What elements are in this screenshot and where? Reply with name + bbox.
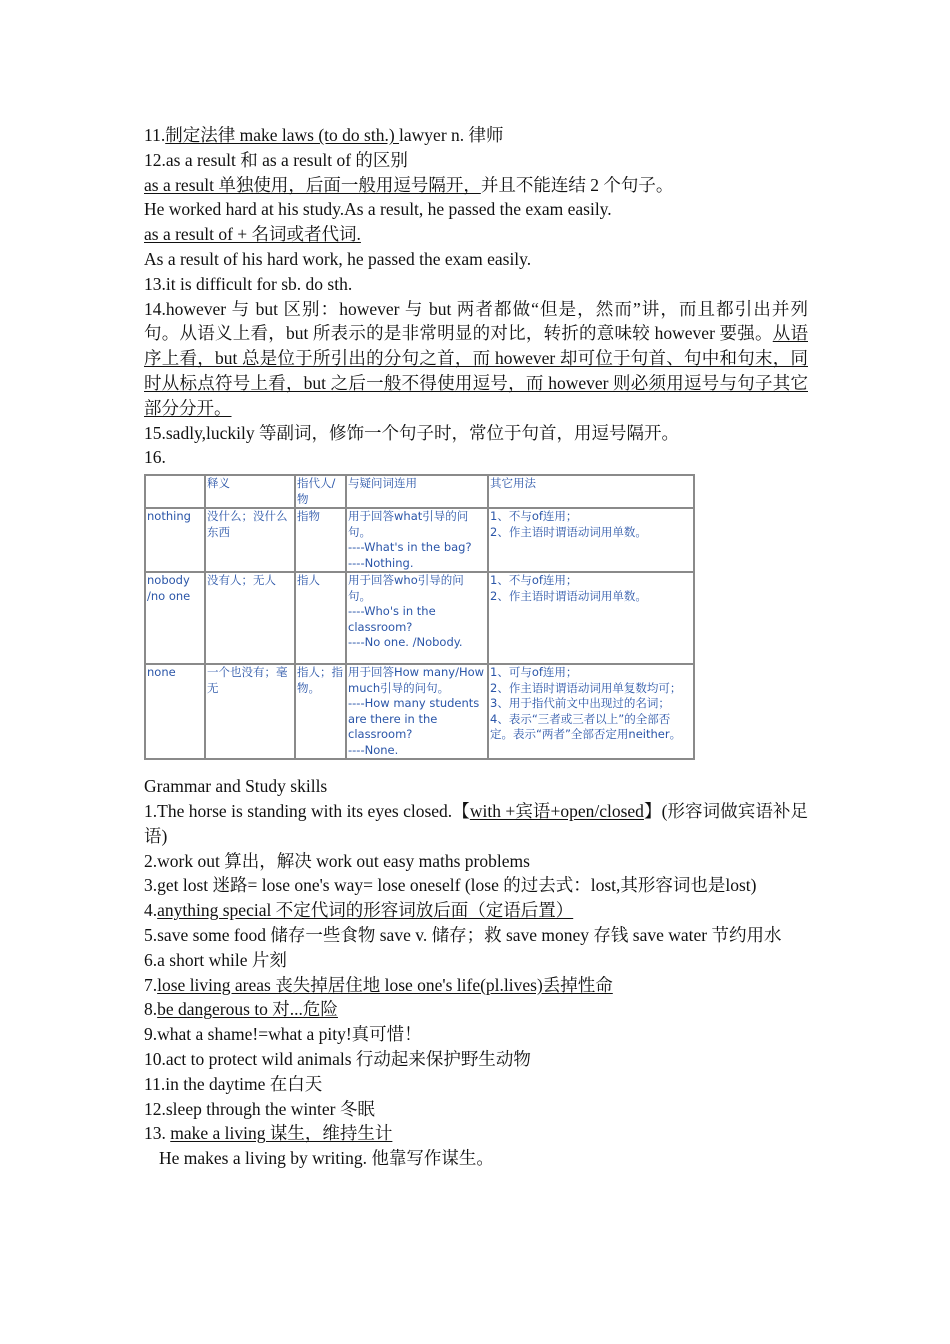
underlined-text: 制定法律 make laws (to do sth.) (165, 125, 400, 145)
text-span: 5.save some food 储存一些食物 save v. 储存；救 save money 存钱 save water 节约用水 (144, 924, 782, 945)
text-span: He worked hard at his study.As a result, he passed the exam easily. (144, 199, 612, 220)
pronoun-comparison-table (144, 474, 695, 760)
table-cell-meaning: 没有人；无人 (205, 572, 295, 664)
text-span: 13.it is difficult for sb. do sth. (144, 273, 353, 294)
table-header-cell: 与疑问词连用 (346, 475, 488, 508)
cell-text-line: 用于回答How many/How much引导的问句。 (348, 665, 485, 695)
cell-text-line: ----How many students are there in the classroom? (348, 696, 480, 742)
cell-text-line: 4、表示“三者或三者以上”的全部否定。表示“两者”全部否定用neither。 (490, 711, 682, 742)
table-cell-other (488, 572, 694, 664)
grammar-line (144, 1146, 808, 1171)
grammar-line (144, 948, 808, 973)
grammar-line (144, 774, 808, 799)
table-header-cell (145, 475, 205, 508)
vocab-line (144, 297, 808, 421)
text-span: 7. (144, 974, 158, 995)
text-span: 2.work out 算出，解决 work out easy maths problems (144, 850, 530, 871)
table-row (145, 508, 694, 572)
cell-text-line: 用于回答what引导的问句。 (348, 509, 469, 539)
grammar-line (144, 1022, 808, 1047)
table-cell-other (488, 664, 694, 759)
notes-section-grammar (144, 774, 808, 1171)
cell-text-line: 用于回答who引导的问句。 (348, 573, 464, 603)
table-cell-refers: 指物 (295, 508, 346, 572)
table-cell-word: nobody /no one (145, 572, 205, 664)
grammar-line (144, 799, 808, 849)
table-cell-other (488, 508, 694, 572)
grammar-line (144, 997, 808, 1022)
text-span: 1.The horse is standing with its eyes closed.【 (144, 800, 470, 821)
cell-text-line: ----None. (348, 742, 399, 757)
cell-text-line: 1、不与of连用； (490, 573, 578, 588)
cell-text-line: 1、不与of连用； (490, 509, 578, 524)
text-span: 4. (144, 900, 158, 921)
grammar-line (144, 1072, 808, 1097)
table-header-row (145, 475, 694, 508)
grammar-line (144, 898, 808, 923)
table-cell-refers: 指人 (295, 572, 346, 664)
table-cell-refers: 指人；指物。 (295, 664, 346, 759)
table-row (145, 664, 694, 759)
cell-text-line: 2、作主语时谓语动词用单复数均可； (490, 680, 682, 695)
table-header-cell: 指代人/物 (295, 475, 346, 508)
vocab-line (144, 123, 808, 148)
text-span: 15.sadly,luckily 等副词，修饰一个句子时，常位于句首，用逗号隔开。 (144, 422, 680, 443)
notes-section-vocabulary (144, 123, 808, 470)
text-span: 并且不能连结 2 个句子。 (480, 174, 674, 195)
grammar-line (144, 1047, 808, 1072)
vocab-line (144, 148, 808, 173)
cell-text-line: ----Who's in the classroom? (348, 604, 436, 634)
underlined-text: lose living areas 丧失掉居住地 lose one's life(pl.lives)丢掉性命 (157, 974, 613, 995)
underlined-text: as a result of + 名词或者代词. (144, 224, 361, 245)
table-row (145, 572, 694, 664)
text-span: Grammar and Study skills (144, 776, 328, 797)
table-cell-meaning: 一个也没有；毫无 (205, 664, 295, 759)
text-span: 6.a short while 片刻 (144, 949, 287, 970)
vocab-line (144, 247, 808, 272)
cell-text-line: 3、用于指代前文中出现过的名词； (490, 696, 670, 711)
table-cell-word: nothing (145, 508, 205, 572)
table-cell-word: none (145, 664, 205, 759)
text-span: 】(形容词做宾语补足语) (144, 800, 808, 846)
vocab-line (144, 445, 808, 470)
table-cell-question (346, 572, 488, 664)
cell-text-line: 2、作主语时谓语动词用单数。 (490, 524, 647, 539)
cell-text-line: ----No one. /Nobody. (348, 635, 463, 650)
text-span: 3.get lost 迷路= lose one's way= lose oneself (lose 的过去式：lost,其形容词也是lost) (144, 875, 757, 896)
text-span: 11. (144, 125, 166, 145)
vocab-line (144, 272, 808, 297)
table-header-cell: 其它用法 (488, 475, 694, 508)
grammar-line (144, 849, 808, 874)
cell-text-line: 2、作主语时谓语动词用单数。 (490, 588, 647, 603)
table-cell-question (346, 508, 488, 572)
grammar-line (144, 923, 808, 948)
vocab-line (144, 421, 808, 446)
underlined-text: make a living 谋生，维持生计 (170, 1123, 393, 1144)
underlined-text: as a result 单独使用，后面一般用逗号隔开， (144, 174, 481, 195)
text-span: 14.however 与 but 区别：however 与 but 两者都做“但是，然而”讲，而且都引出并列句。从语义上看，but 所表示的是非常明显的对比，转折的意味较 however 要强。 (144, 298, 808, 344)
grammar-line (144, 1097, 808, 1122)
text-span: 11.in the daytime 在白天 (144, 1073, 323, 1094)
vocab-line (144, 222, 808, 247)
document-page (144, 123, 808, 1171)
text-span: 12.sleep through the winter 冬眠 (144, 1098, 375, 1119)
text-span: As a result of his hard work, he passed the exam easily. (144, 248, 532, 269)
vocab-line (144, 173, 808, 198)
grammar-line (144, 1121, 808, 1146)
cell-text-line: ----Nothing. (348, 555, 414, 570)
pronoun-comparison-table-wrapper (144, 474, 693, 760)
text-span: 13. (144, 1123, 171, 1144)
text-span: 9.what a shame!=what a pity!真可惜！ (144, 1024, 422, 1045)
cell-text-line: 1、可与of连用； (490, 665, 578, 680)
underlined-text: be dangerous to 对...危险 (157, 999, 338, 1020)
underlined-text: anything special 不定代词的形容词放后面（定语后置） (157, 900, 574, 921)
table-cell-meaning: 没什么；没什么东西 (205, 508, 295, 572)
text-span: 10.act to protect wild animals 行动起来保护野生动物 (144, 1048, 531, 1069)
text-span: He makes a living by writing. 他靠写作谋生。 (159, 1148, 494, 1169)
text-span: 8. (144, 999, 158, 1020)
underlined-text: with +宾语+open/closed (469, 800, 644, 821)
underlined-text: 从语序上看，but 总是位于所引出的分句之首，而 however 却可位于句首、句中和句末，同时从标点符号上看，but 之后一般不得使用逗号，而 however 则必须用逗号与句子其它部分分开。 (144, 323, 808, 418)
cell-text-line: ----What's in the bag? (348, 540, 472, 555)
vocab-line (144, 197, 808, 222)
text-span: 12.as a result 和 as a result of 的区别 (144, 149, 408, 170)
table-header-cell: 释义 (205, 475, 295, 508)
text-span: 16. (144, 447, 166, 468)
grammar-line (144, 973, 808, 998)
text-span: lawyer n. 律师 (399, 125, 504, 145)
table-cell-question (346, 664, 488, 759)
grammar-line (144, 873, 808, 898)
